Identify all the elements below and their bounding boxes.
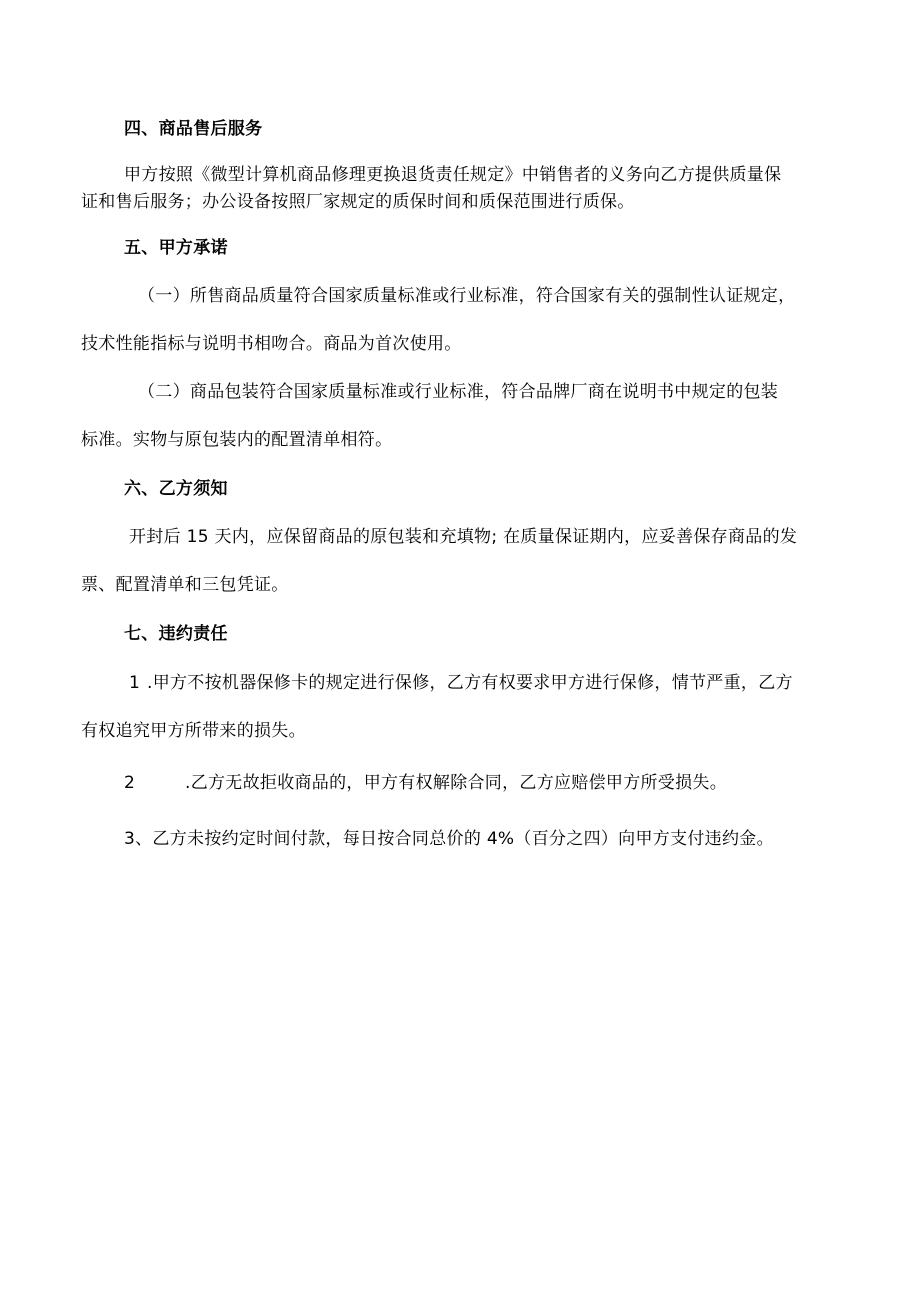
section-heading-party-b-notice: 六、乙方须知 [124,479,228,499]
paragraph-line: （一）所售商品质量符合国家质量标准或行业标准，符合国家有关的强制性认证规定， [138,286,796,306]
paragraph-line: （二）商品包装符合国家质量标准或行业标准，符合品牌厂商在说明书中规定的包装 [138,382,779,402]
paragraph-line: 开封后 15 天内，应保留商品的原包装和充填物; 在质量保证期内，应妥善保存商品的发 [129,527,798,547]
list-item-number: 1 [129,673,141,693]
list-item-line: 3、乙方未按约定时间付款，每日按合同总价的 4%（百分之四）向甲方支付违约金。 [124,829,774,849]
paragraph-line: 标准。实物与原包装内的配置清单相符。 [81,430,393,450]
section-heading-breach-liability: 七、违约责任 [124,624,228,644]
section-heading-after-sales: 四、商品售后服务 [124,119,263,139]
paragraph-line: 技术性能指标与说明书相吻合。商品为首次使用。 [81,334,462,354]
section-heading-party-a-commitment: 五、甲方承诺 [124,238,228,258]
list-item-line: 有权追究甲方所带来的损失。 [81,721,306,741]
list-item-line: .乙方无故拒收商品的，甲方有权解除合同，乙方应赔偿甲方所受损失。 [185,773,728,793]
list-item-number: 2 [124,773,136,793]
paragraph-line: 甲方按照《微型计算机商品修理更换退货责任规定》中销售者的义务向乙方提供质量保 [124,165,782,185]
paragraph-line: 证和售后服务；办公设备按照厂家规定的质保时间和质保范围进行质保。 [81,192,635,212]
paragraph-line: 票、配置清单和三包凭证。 [81,575,289,595]
list-item-line: .甲方不按机器保修卡的规定进行保修，乙方有权要求甲方进行保修，情节严重，乙方 [147,673,793,693]
